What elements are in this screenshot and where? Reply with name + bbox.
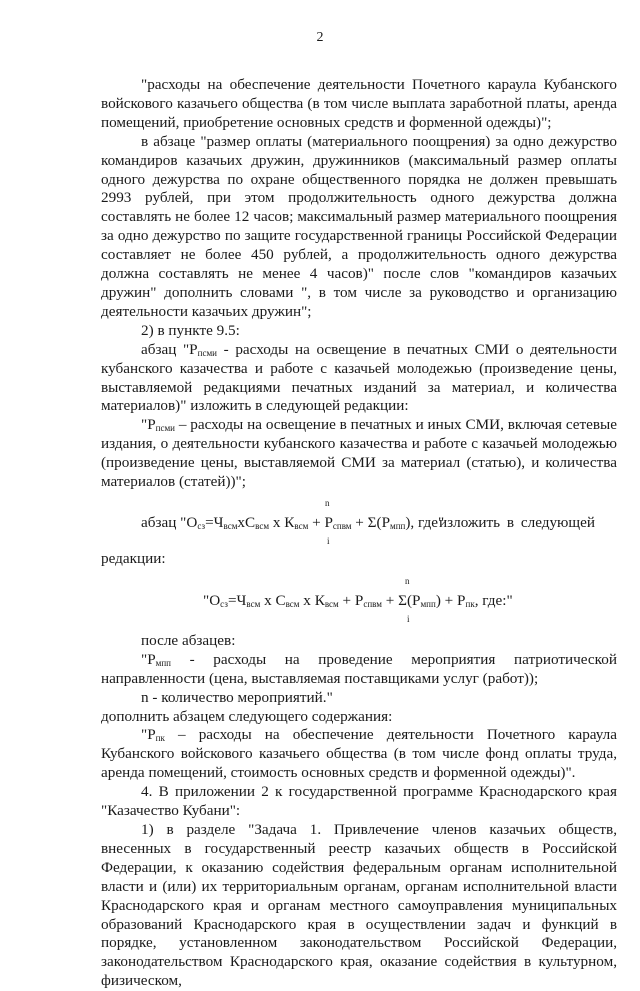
formula-block: [101, 574, 617, 632]
sum-lower-limit: i: [327, 535, 330, 546]
paragraph: 4. В приложении 2 к государственной программе Краснодарского края "Казачество Кубани":: [101, 783, 617, 820]
paragraph: "$Р_{пк}$ – расходы на обеспечение деятельности Почетного караула Кубанского войскового казачьего общества (в том числе фонд оплаты труда, аренда помещений, стоимость основных средств и форменной одежды)".: [101, 726, 617, 782]
paragraph: редакции:: [101, 549, 166, 567]
sum-lower-limit: i: [407, 613, 410, 624]
sum-upper-limit: n: [405, 575, 410, 586]
paragraph: "$Р_{мпп}$ - расходы на проведение мероприятия патриотической направленности (цена, выставляемая поставщиками услуг (работ));: [101, 650, 617, 687]
paragraph: после абзацев:: [141, 631, 236, 649]
page-number: 2: [316, 30, 324, 45]
document-body: [101, 76, 617, 991]
formula-trailing-text: изложить в следующей: [439, 513, 595, 531]
paragraph: дополнить абзацем следующего содержания:: [101, 707, 393, 725]
paragraph: n - количество мероприятий.": [141, 688, 333, 706]
formula-expression: абзац "$О_{сз}=Ч_{всм}xС_{всм}$ x $К_{всм} + Р_{спвм} + \Sigma(Р_{мпп})$, где": [141, 513, 445, 531]
paragraph: "$Р_{псми}$ – расходы на освещение в печатных и иных СМИ, включая сетевые издания, о деятельности кубанского казачества и работе с казачьей молодежью (произведение цены, выставляемой СМИ за материал (статью), и количества материалов (статей))";: [101, 416, 617, 491]
paragraph: "расходы на обеспечение деятельности Почетного караула Кубанского войскового казачьего общества (в том числе выплата заработной платы, аренда помещений, приобретение основных средств и форменной одежды)";: [101, 76, 617, 131]
sum-upper-limit: n: [325, 497, 330, 508]
formula-expression: "$О_{сз}=Ч_{всм}$ x $С_{всм}$ x $К_{всм} + Р_{спвм} + \Sigma(Р_{мпп}) + Р_{пк}$, где:": [203, 591, 513, 609]
paragraph: в абзаце "размер оплаты (материального поощрения) за одно дежурство командиров казачьих дружин, дружинников (максимальный размер оплаты одного дежурства по охране общественного порядка не должен превышать 2993 рублей, при этом продолжительность одного дежурства должна составлять не более 12 часов; максимальный размер материального поощрения за одно дежурство по защите государственной границы Российской Федерации составляет не более 450 рублей, а продолжительность одного дежурства должна составлять не менее 4 часов)" после слов "командиров казачьих дружин" дополнить словами ", в том числе за руководство и организацию деятельности казачьих дружин";: [101, 132, 617, 320]
formula-paragraph: [101, 494, 617, 550]
paragraph: абзац "$Р_{псми}$ - расходы на освещение в печатных СМИ о деятельности кубанского казачества и работе с казачьей молодежью (произведение цены, выставляемой редакциями печатных изданий за материал, и количества материалов)" изложить в следующей редакции:: [101, 340, 617, 415]
paragraph: 2) в пункте 9.5:: [141, 321, 240, 339]
paragraph: 1) в разделе "Задача 1. Привлечение членов казачьих обществ, внесенных в государственный реестр казачьих обществ в Российской Федерации, к оказанию содействия федеральным органам исполнительной власти и (или) их территориальным органам, органам исполнительной власти Краснодарского края и органам местного самоуправления муниципальных образований Краснодарского края в осуществлении задач и функций в порядке, установленном законодательством Российской Федерации, законодательством Краснодарского края, оказание содействия в культурном, физическом,: [101, 821, 617, 990]
